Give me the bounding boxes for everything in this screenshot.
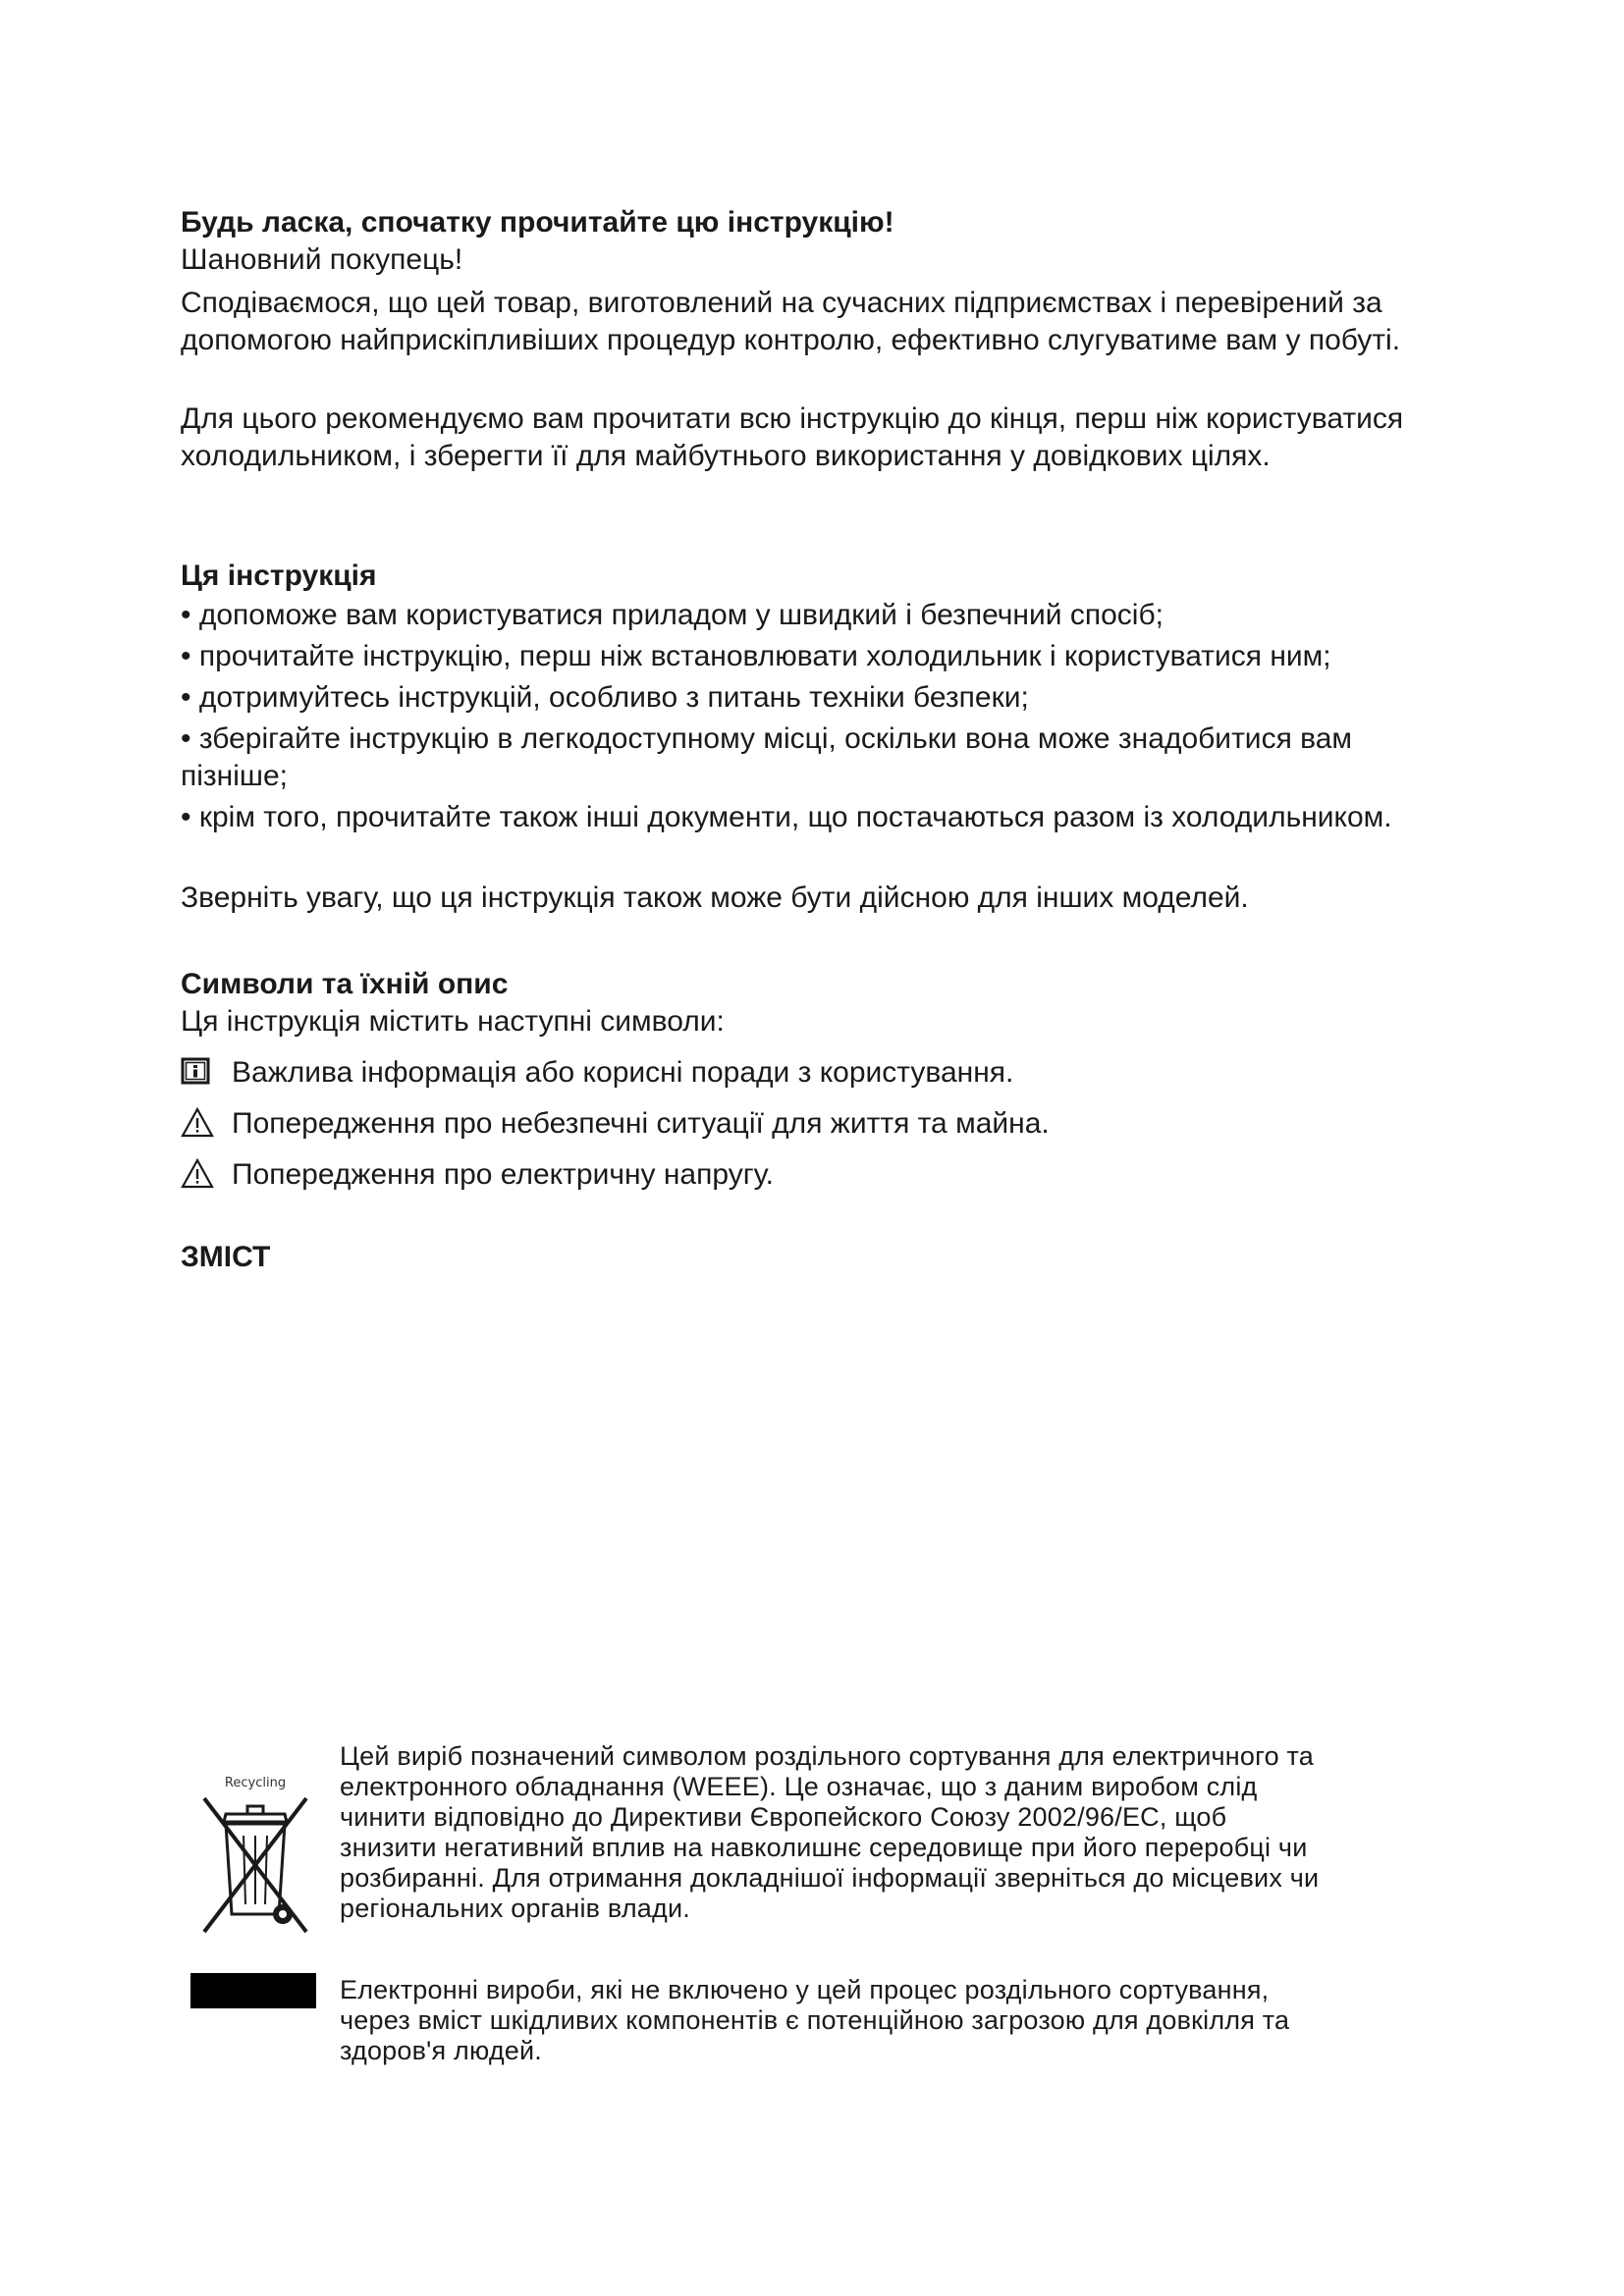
warning-triangle-icon xyxy=(181,1158,214,1192)
symbol-item-text: Попередження про небезпечні ситуації для життя та майна. xyxy=(232,1107,1050,1140)
symbol-item-text: Важлива інформація або корисні поради з користування. xyxy=(232,1056,1014,1089)
recycling-bin-icon xyxy=(187,1767,324,1953)
manual-bullet: • допоможе вам користуватися приладом у швидкий і безпечний спосіб; xyxy=(181,599,1164,631)
symbols-section-title: Символи та їхній опис xyxy=(181,968,509,1000)
manual-bullet: • прочитайте інструкцію, перш ніж встановлювати холодильник і користуватися ним; xyxy=(181,640,1331,672)
manual-note: Зверніть увагу, що ця інструкція також може бути дійсною для інших моделей. xyxy=(181,881,1249,914)
intro-paragraph: Для цього рекомендуємо вам прочитати всю інструкцію до кінця, перш ніж користуватися холодильником, і зберегти її для майбутнього використання у довідкових цілях. xyxy=(181,402,1404,472)
symbol-item-electric-warning xyxy=(181,1156,774,1194)
manual-bullet: • крім того, прочитайте також інші документи, що постачаються разом із холодильником. xyxy=(181,801,1392,833)
manual-section-title: Ця інструкція xyxy=(181,560,377,592)
manual-bullet: • зберігайте інструкцію в легкодоступному місці, оскільки вона може знадобитися вам пізніше; xyxy=(181,722,1353,792)
weee-paragraph: Електронні вироби, які не включено у цей процес роздільного сортування, через вміст шкідливих компонентів є потенційною загрозою для довкілля та здоров'я людей. xyxy=(340,1975,1290,2065)
weee-paragraph: Цей виріб позначений символом роздільного сортування для електричного та електронного обладнання (WEEE). Це означає, що з даним виробом слід чинити відповідно до Директиви Європейского Союзу 2002/96/EC, щоб знизити негативний вплив на навколишнє середовище при його переробці чи розбиранні. Для отримання докладнішої інформації зверніться до місцевих чи регіональних органів влади. xyxy=(340,1741,1320,1923)
info-icon xyxy=(181,1056,214,1090)
intro-paragraph: Сподіваємося, що цей товар, виготовлений на сучасних підприємствах і перевірений за допомогою найприскіпливіших процедур контролю, ефективно слугуватиме вам у побуті. xyxy=(181,287,1401,356)
manual-bullet: • дотримуйтесь інструкцій, особливо з питань техніки безпеки; xyxy=(181,681,1029,714)
salutation: Шановний покупець! xyxy=(181,243,463,276)
warning-triangle-icon xyxy=(181,1107,214,1141)
intro-title: Будь ласка, спочатку прочитайте цю інструкцію! xyxy=(181,206,894,239)
recycling-label: Recycling xyxy=(224,1776,287,1790)
symbol-item-info xyxy=(181,1054,1013,1092)
toc-title: ЗМІСТ xyxy=(181,1241,271,1273)
symbol-item-warning xyxy=(181,1105,1050,1143)
symbols-intro: Ця інструкція містить наступні символи: xyxy=(181,1005,725,1038)
symbol-item-text: Попередження про електричну напругу. xyxy=(232,1158,774,1191)
weee-black-bar xyxy=(190,1973,316,2008)
